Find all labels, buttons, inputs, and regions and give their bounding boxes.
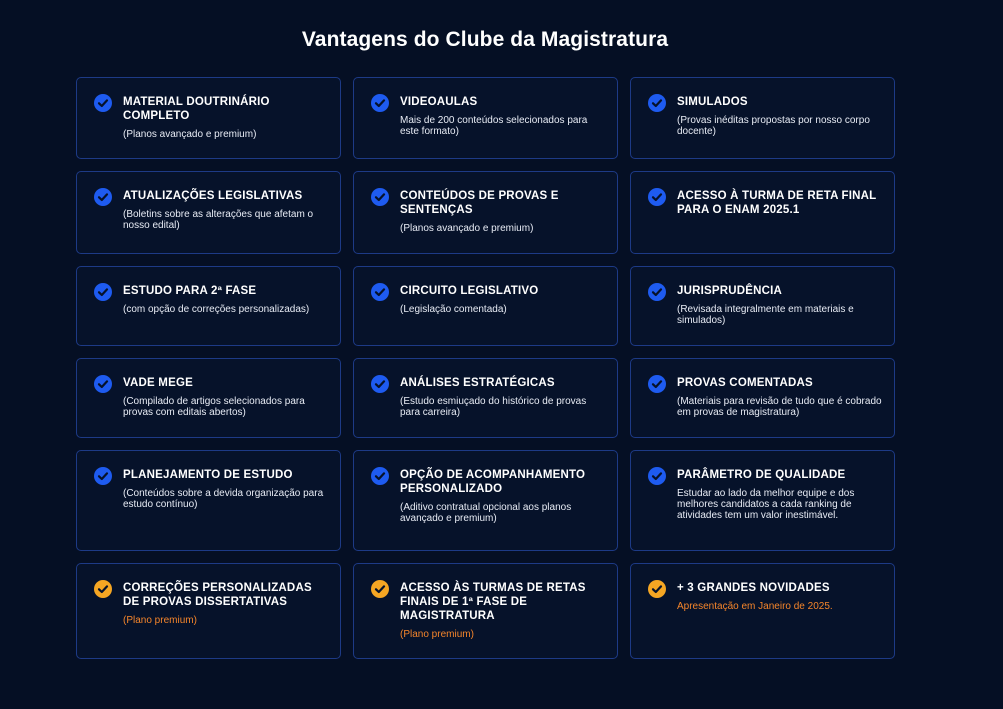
benefit-card bbox=[76, 358, 341, 438]
benefits-grid bbox=[76, 77, 896, 659]
benefit-description: (Plano premium) bbox=[400, 629, 474, 640]
check-circle-icon bbox=[94, 188, 112, 206]
benefit-title: PLANEJAMENTO DE ESTUDO bbox=[123, 469, 293, 481]
benefit-description: (com opção de correções personalizadas) bbox=[123, 304, 310, 315]
benefit-card bbox=[76, 450, 341, 551]
benefit-description: (Aditivo contratual opcional aos planos avançado e premium) bbox=[400, 502, 572, 524]
check-circle-icon bbox=[648, 467, 666, 485]
benefit-description: (Compilado de artigos selecionados para provas com editais abertos) bbox=[123, 396, 305, 418]
benefit-card bbox=[353, 171, 618, 254]
check-circle-icon bbox=[94, 580, 112, 598]
benefit-card bbox=[630, 77, 895, 159]
benefit-title: CORREÇÕES PERSONALIZADAS DE PROVAS DISSERTATIVAS bbox=[123, 582, 312, 608]
benefit-title: PROVAS COMENTADAS bbox=[677, 377, 813, 389]
check-circle-icon bbox=[94, 467, 112, 485]
check-circle-icon bbox=[648, 94, 666, 112]
benefit-card bbox=[630, 450, 895, 551]
benefit-card bbox=[76, 266, 341, 346]
benefit-title: ATUALIZAÇÕES LEGISLATIVAS bbox=[123, 190, 303, 202]
benefit-card bbox=[76, 77, 341, 159]
benefit-description: (Boletins sobre as alterações que afetam o nosso edital) bbox=[123, 209, 314, 231]
benefit-title: MATERIAL DOUTRINÁRIO COMPLETO bbox=[123, 96, 270, 122]
check-circle-icon bbox=[648, 283, 666, 301]
check-circle-icon bbox=[371, 188, 389, 206]
benefit-card bbox=[353, 266, 618, 346]
benefit-title: VADE MEGE bbox=[123, 377, 193, 389]
benefit-description: (Materiais para revisão de tudo que é cobrado em provas de magistratura) bbox=[677, 396, 882, 418]
benefit-description: (Legislação comentada) bbox=[400, 304, 507, 315]
benefit-card bbox=[353, 358, 618, 438]
benefit-title: VIDEOAULAS bbox=[400, 96, 478, 108]
benefit-description: (Planos avançado e premium) bbox=[400, 223, 534, 234]
check-circle-icon bbox=[648, 375, 666, 393]
benefit-title: SIMULADOS bbox=[677, 96, 748, 108]
benefit-card bbox=[76, 563, 341, 659]
benefit-card bbox=[76, 171, 341, 254]
benefit-title: ESTUDO PARA 2ª FASE bbox=[123, 285, 257, 297]
check-circle-icon bbox=[371, 283, 389, 301]
benefit-card bbox=[630, 171, 895, 254]
check-circle-icon bbox=[94, 94, 112, 112]
benefit-card bbox=[630, 358, 895, 438]
check-circle-icon bbox=[371, 467, 389, 485]
benefit-title: CONTEÚDOS DE PROVAS E SENTENÇAS bbox=[400, 190, 559, 216]
benefit-description: (Plano premium) bbox=[123, 615, 197, 626]
benefit-description: Mais de 200 conteúdos selecionados para este formato) bbox=[400, 115, 588, 137]
benefit-description: Apresentação em Janeiro de 2025. bbox=[677, 601, 833, 612]
check-circle-icon bbox=[371, 94, 389, 112]
benefit-description: (Estudo esmiuçado do histórico de provas para carreira) bbox=[400, 396, 587, 418]
check-circle-icon bbox=[648, 188, 666, 206]
benefit-description: (Provas inéditas propostas por nosso corpo docente) bbox=[677, 115, 870, 137]
benefit-title: ACESSO ÀS TURMAS DE RETAS FINAIS DE 1ª FASE DE MAGISTRATURA bbox=[400, 582, 586, 622]
check-circle-icon bbox=[371, 580, 389, 598]
benefit-card bbox=[353, 450, 618, 551]
benefit-title: JURISPRUDÊNCIA bbox=[677, 285, 783, 297]
benefit-card bbox=[353, 77, 618, 159]
benefit-description: (Conteúdos sobre a devida organização para estudo contínuo) bbox=[123, 488, 324, 510]
benefit-card bbox=[630, 266, 895, 346]
benefit-title: OPÇÃO DE ACOMPANHAMENTO PERSONALIZADO bbox=[400, 469, 586, 495]
benefit-description: (Planos avançado e premium) bbox=[123, 129, 257, 140]
benefit-title: CIRCUITO LEGISLATIVO bbox=[400, 285, 539, 297]
benefit-title: PARÂMETRO DE QUALIDADE bbox=[677, 469, 846, 481]
benefit-title: + 3 GRANDES NOVIDADES bbox=[677, 582, 830, 594]
check-circle-icon bbox=[371, 375, 389, 393]
benefit-description: (Revisada integralmente em materiais e simulados) bbox=[677, 304, 854, 326]
check-circle-icon bbox=[648, 580, 666, 598]
benefit-card bbox=[353, 563, 618, 659]
benefit-card bbox=[630, 563, 895, 659]
check-circle-icon bbox=[94, 375, 112, 393]
check-circle-icon bbox=[94, 283, 112, 301]
benefit-title: ACESSO À TURMA DE RETA FINAL PARA O ENAM 2025.1 bbox=[677, 190, 877, 216]
benefit-description: Estudar ao lado da melhor equipe e dos melhores candidatos a cada ranking de atividades tem um valor inestimável. bbox=[677, 488, 855, 521]
section-title: Vantagens do Clube da Magistratura bbox=[301, 28, 669, 51]
benefit-title: ANÁLISES ESTRATÉGICAS bbox=[400, 377, 555, 389]
